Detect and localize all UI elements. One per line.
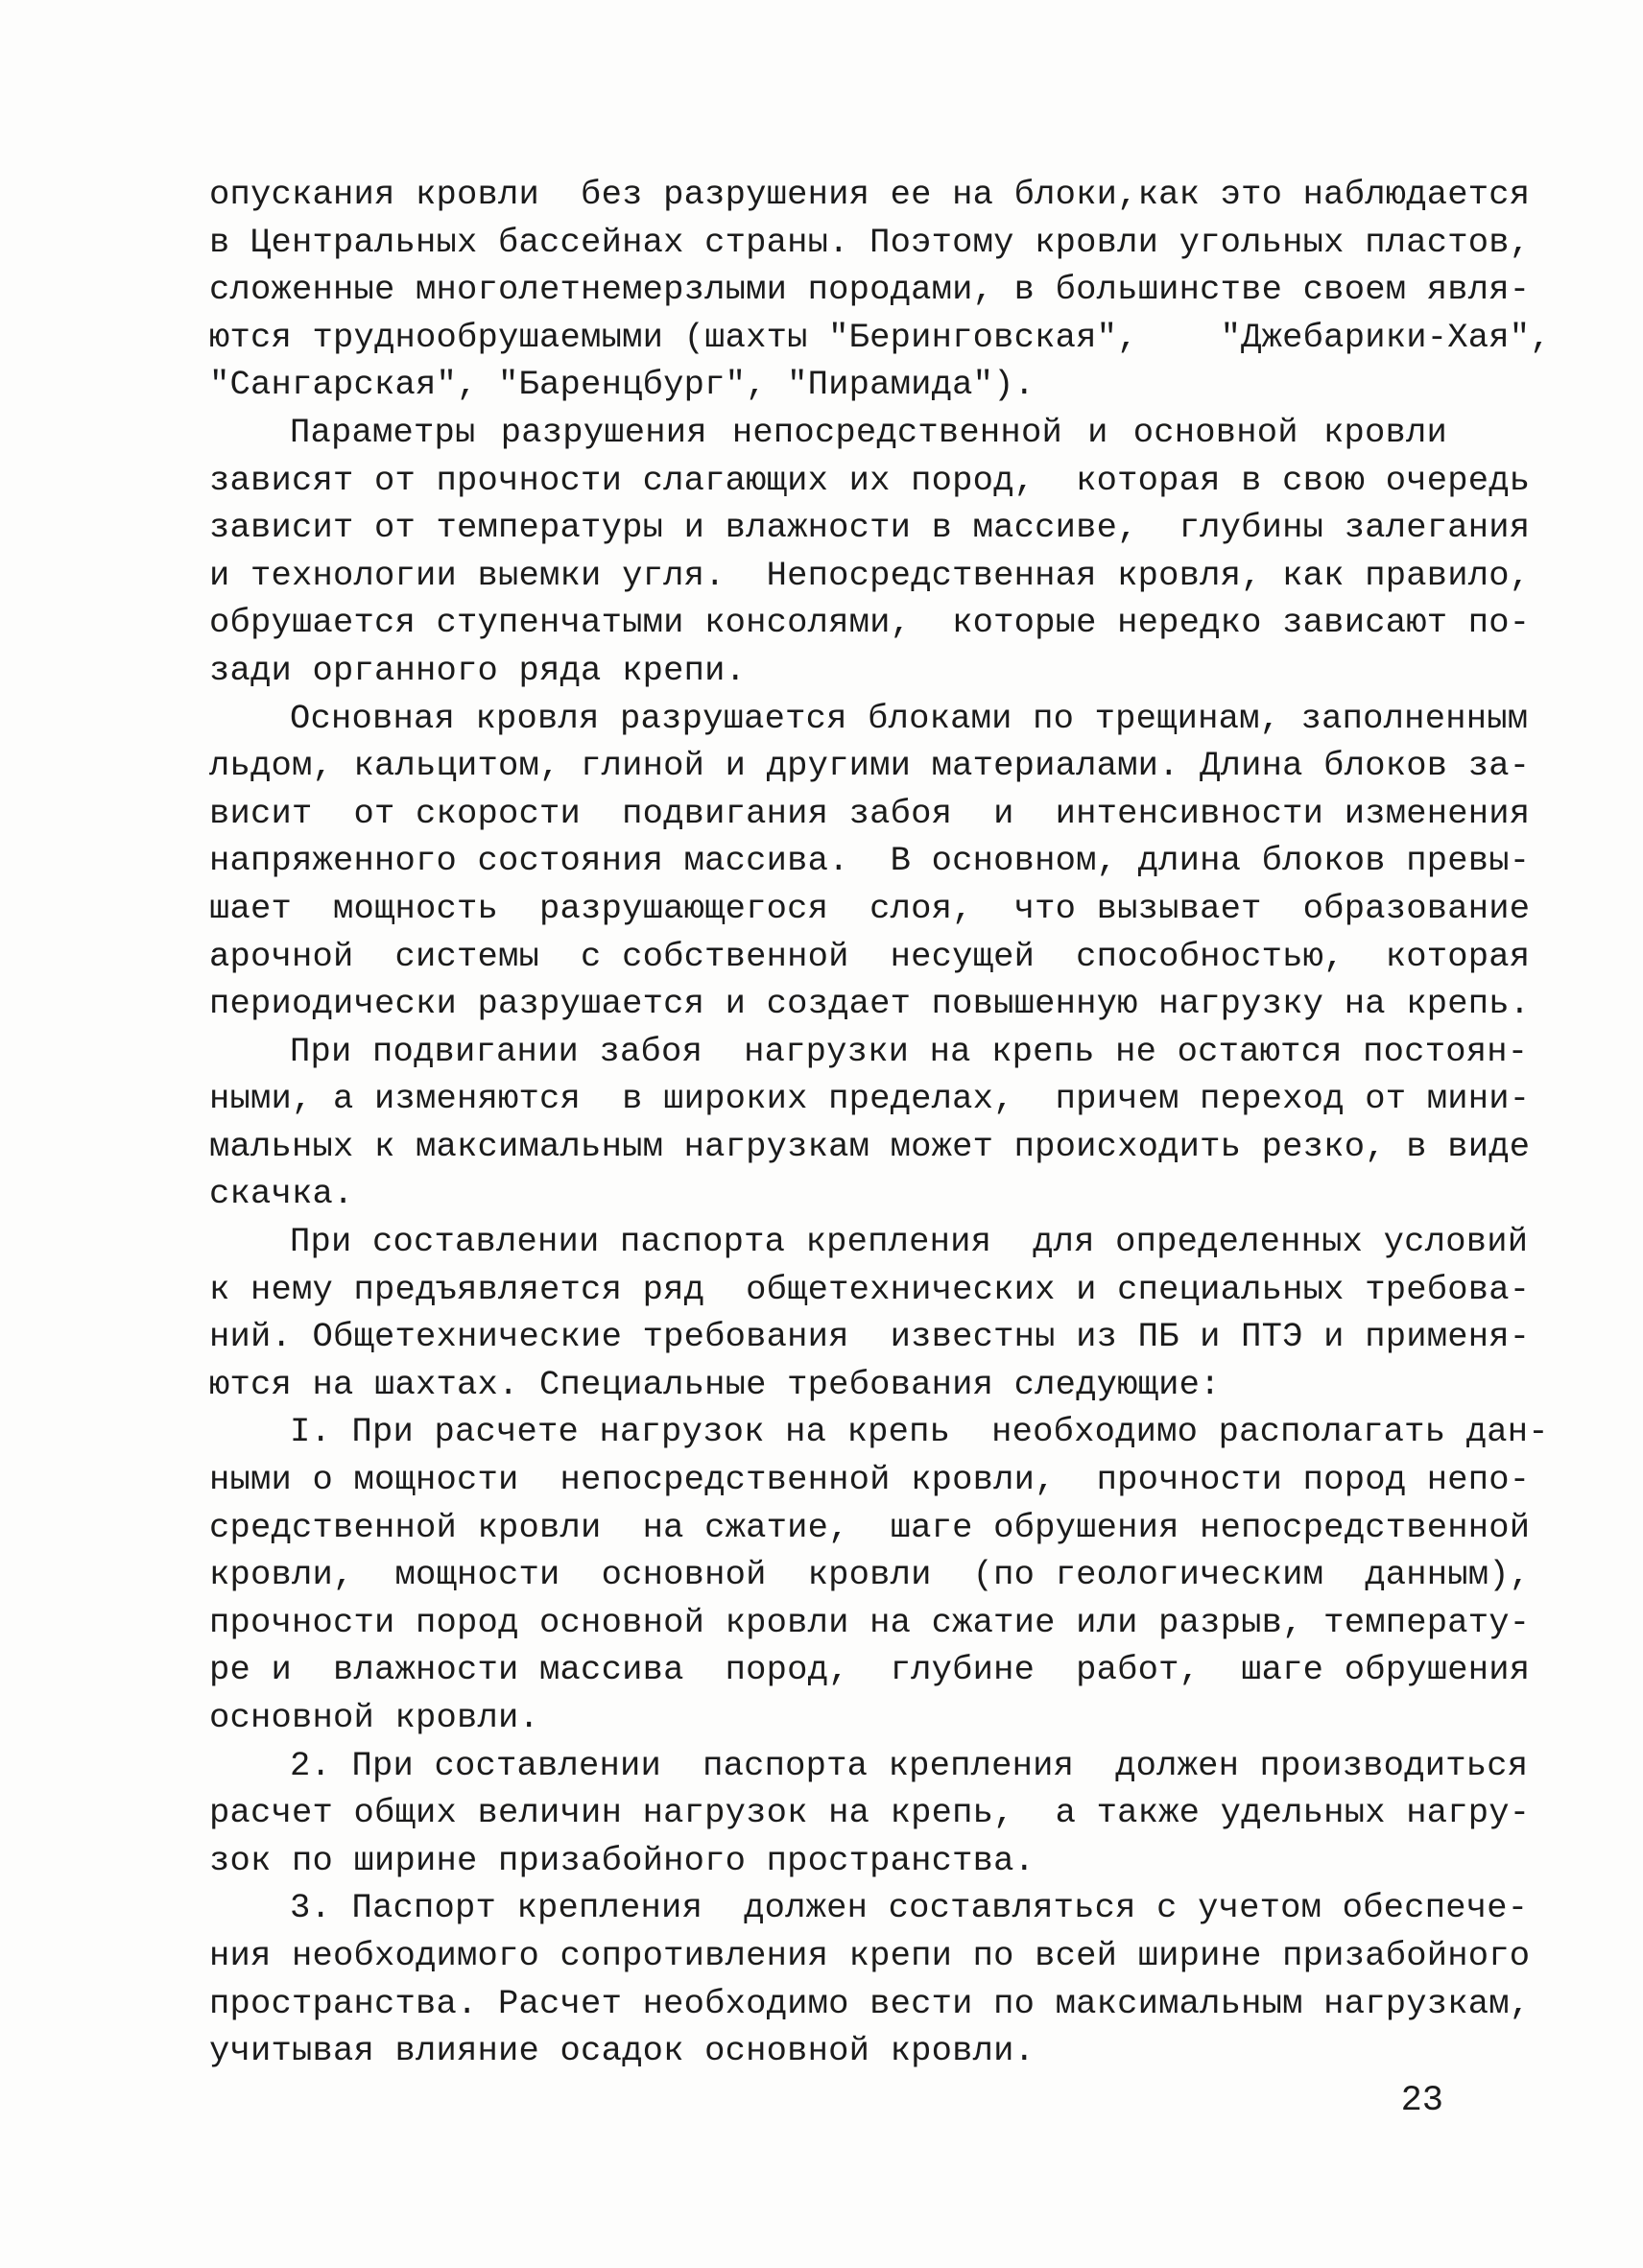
- text-line: ются на шахтах. Специальные требования следующие:: [209, 1364, 1221, 1404]
- text-line: ными, а изменяются в широких пределах, причем переход от мини-: [209, 1079, 1531, 1119]
- text-line: ются труднообрушаемыми (шахты "Беринговская", "Джебарики-Хая",: [209, 317, 1551, 357]
- text-line: зок по ширине призабойного пространства.: [209, 1840, 1036, 1880]
- text-line: Параметры разрушения непосредственной и основной кровли: [290, 412, 1447, 452]
- text-line: Основная кровля разрушается блоками по трещинам, заполненным: [290, 698, 1529, 738]
- text-line: зависит от температуры и влажности в массиве, глубины залегания: [209, 508, 1531, 548]
- text-line: При составлении паспорта крепления для определенных условий: [290, 1222, 1529, 1262]
- text-line: и технологии выемки угля. Непосредственная кровля, как правило,: [209, 555, 1531, 595]
- text-line: льдом, кальцитом, глиной и другими материалами. Длина блоков за-: [209, 746, 1531, 786]
- text-line: прочности пород основной кровли на сжатие или разрыв, температу-: [209, 1602, 1531, 1642]
- text-line: I. При расчете нагрузок на крепь необходимо располагать дан-: [290, 1412, 1549, 1452]
- text-line: напряженного состояния массива. В основном, длина блоков превы-: [209, 841, 1531, 881]
- text-line: учитывая влияние осадок основной кровли.: [209, 2031, 1036, 2071]
- text-line: зади органного ряда крепи.: [209, 650, 747, 690]
- text-line: шает мощность разрушающегося слоя, что вызывает образование: [209, 888, 1531, 928]
- text-line: 3. Паспорт крепления должен составляться с учетом обеспече-: [290, 1888, 1529, 1928]
- text-line: кровли, мощности основной кровли (по геологическим данным),: [209, 1555, 1531, 1595]
- text-line: ний. Общетехнические требования известны из ПБ и ПТЭ и применя-: [209, 1317, 1531, 1357]
- text-line: в Центральных бассейнах страны. Поэтому кровли угольных пластов,: [209, 222, 1531, 262]
- text-line: скачка.: [209, 1174, 354, 1214]
- text-line: висит от скорости подвигания забоя и интенсивности изменения: [209, 793, 1531, 833]
- text-line: ными о мощности непосредственной кровли, прочности пород непо-: [209, 1460, 1531, 1500]
- text-line: При подвигании забоя нагрузки на крепь не остаются постоян-: [290, 1031, 1529, 1071]
- page-number: 23: [1400, 2081, 1443, 2121]
- body-text: [209, 171, 1551, 2075]
- text-line: "Сангарская", "Баренцбург", "Пирамида").: [209, 365, 1036, 405]
- text-line: пространства. Расчет необходимо вести по максимальным нагрузкам,: [209, 1983, 1531, 2023]
- text-line: зависят от прочности слагающих их пород, которая в свою очередь: [209, 460, 1531, 500]
- text-line: расчет общих величин нагрузок на крепь, а также удельных нагру-: [209, 1793, 1531, 1833]
- text-line: основной кровли.: [209, 1698, 540, 1737]
- text-line: ре и влажности массива пород, глубине работ, шаге обрушения: [209, 1650, 1531, 1690]
- text-line: обрушается ступенчатыми консолями, которые нередко зависают по-: [209, 603, 1531, 643]
- text-line: сложенные многолетнемерзлыми породами, в большинстве своем явля-: [209, 270, 1531, 310]
- text-line: к нему предъявляется ряд общетехнических и специальных требова-: [209, 1269, 1531, 1309]
- text-line: опускания кровли без разрушения ее на блоки,как это наблюдается: [209, 175, 1531, 214]
- text-line: периодически разрушается и создает повышенную нагрузку на крепь.: [209, 984, 1531, 1024]
- text-line: средственной кровли на сжатие, шаге обрушения непосредственной: [209, 1507, 1531, 1547]
- text-line: арочной системы с собственной несущей способностью, которая: [209, 936, 1531, 976]
- text-line: 2. При составлении паспорта крепления должен производиться: [290, 1745, 1529, 1785]
- text-line: ния необходимого сопротивления крепи по всей ширине призабойного: [209, 1935, 1531, 1975]
- text-line: мальных к максимальным нагрузкам может происходить резко, в виде: [209, 1126, 1531, 1166]
